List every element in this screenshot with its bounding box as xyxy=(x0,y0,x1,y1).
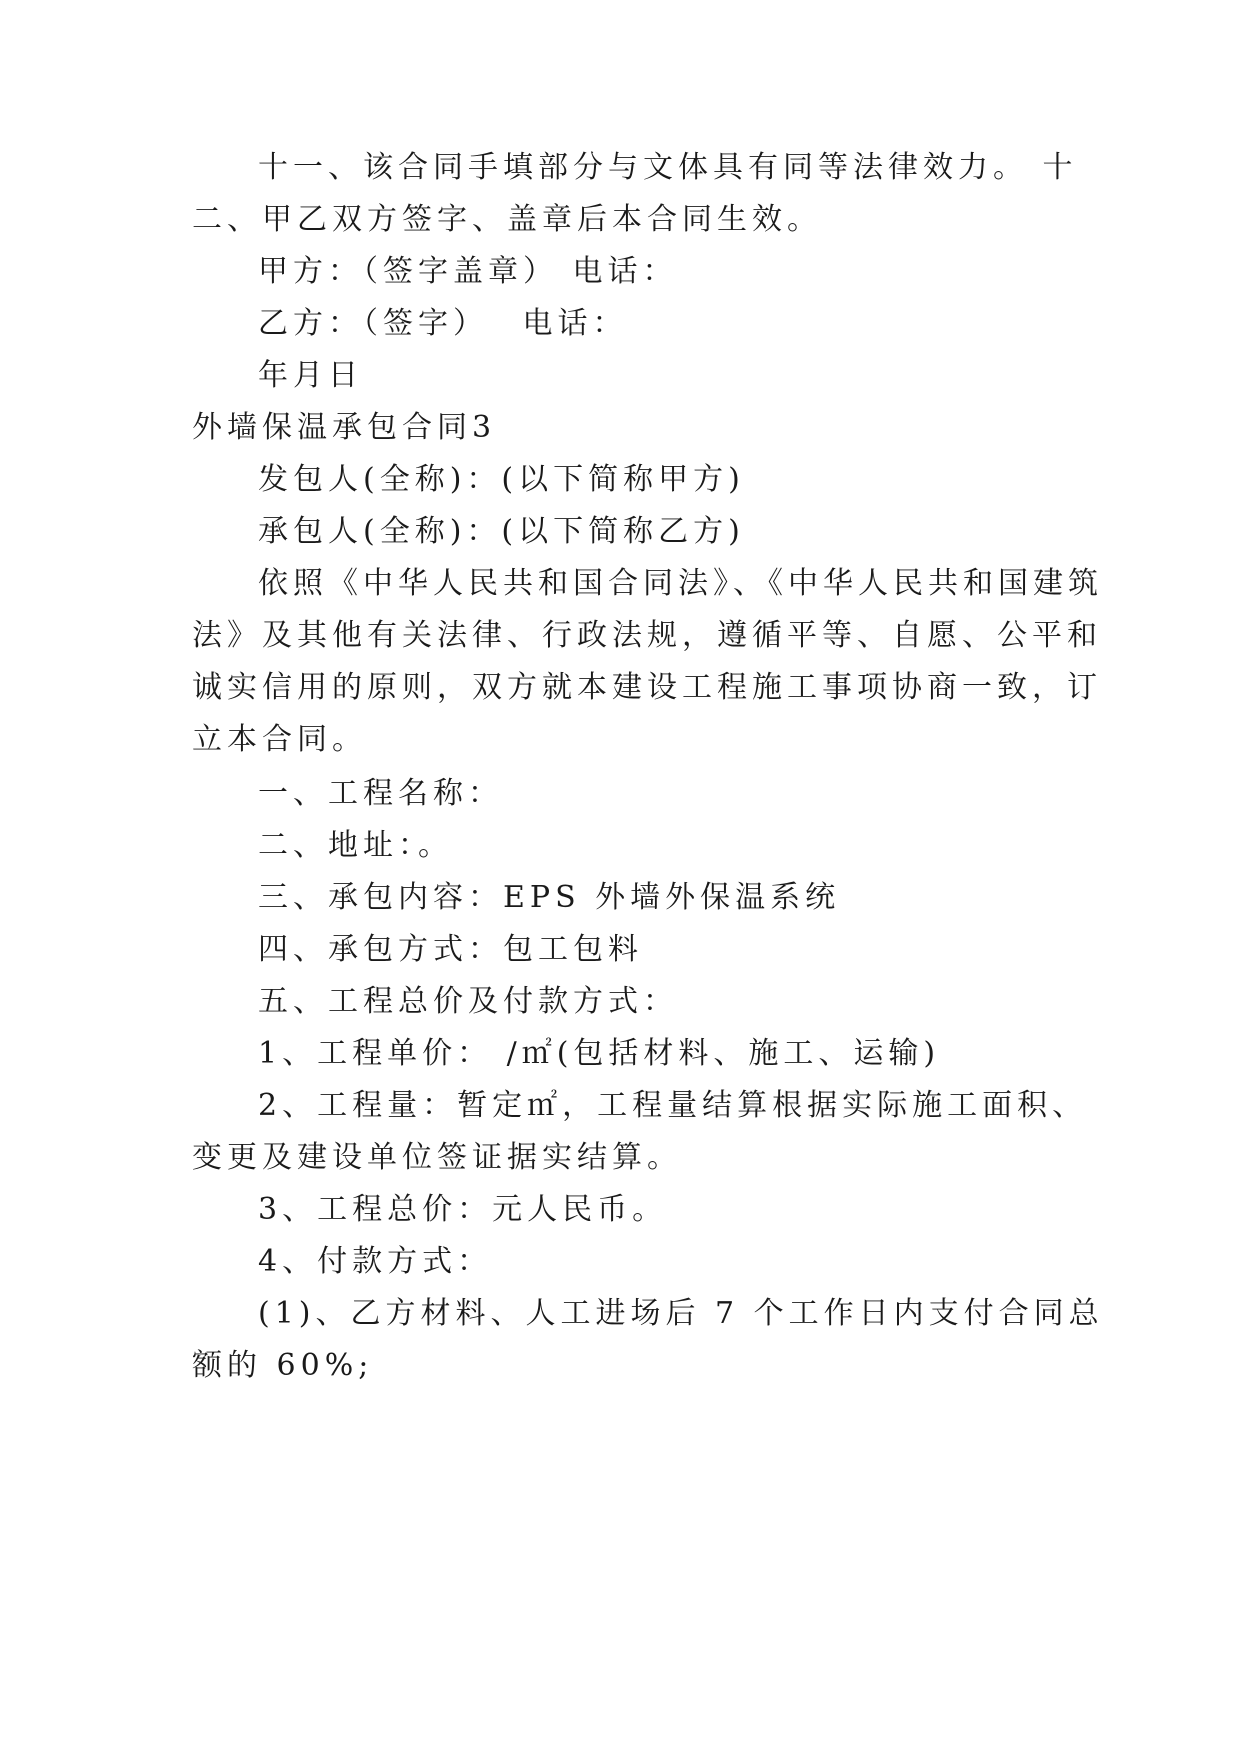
payment-item-1-line-1: (1)、乙方材料、人工进场后 7 个工作日内支付合同总 xyxy=(258,1296,1104,1331)
total-price-line: 3、工程总价：元人民币。 xyxy=(258,1192,668,1227)
unit-price-line: 1、工程单价： /㎡(包括材料、施工、运输) xyxy=(258,1036,941,1071)
quantity-line-2: 变更及建设单位签证据实结算。 xyxy=(192,1140,682,1175)
preamble-line-4: 立本合同。 xyxy=(192,722,367,757)
preamble-line-2: 法》及其他有关法律、行政法规，遵循平等、自愿、公平和 xyxy=(192,618,1102,653)
quantity-line-1: 2、工程量：暂定㎡，工程量结算根据实际施工面积、 xyxy=(258,1088,1088,1123)
employer-line: 发包人(全称)：(以下简称甲方) xyxy=(258,462,745,497)
contract-method-line: 四、承包方式：包工包料 xyxy=(258,932,643,967)
date-line: 年月日 xyxy=(258,358,363,393)
party-a-signature-line: 甲方：（签字盖章） 电话： xyxy=(258,254,678,289)
clause-12-line: 二、甲乙双方签字、盖章后本合同生效。 xyxy=(192,202,822,237)
scope-line: 三、承包内容：EPS 外墙外保温系统 xyxy=(258,880,841,915)
contractor-line: 承包人(全称)：(以下简称乙方) xyxy=(258,514,745,549)
price-payment-heading: 五、工程总价及付款方式： xyxy=(258,984,678,1019)
clause-11-line-1: 十一、该合同手填部分与文体具有同等法律效力。 十 xyxy=(258,150,1078,185)
project-name-line: 一、工程名称： xyxy=(258,776,503,811)
payment-method-line: 4、付款方式： xyxy=(258,1244,493,1279)
contract-title: 外墙保温承包合同3 xyxy=(192,410,497,445)
payment-item-1-line-2: 额的 60%; xyxy=(192,1348,374,1383)
preamble-line-1: 依照《中华人民共和国合同法》、《中华人民共和国建筑 xyxy=(258,566,1103,601)
address-line: 二、地址：。 xyxy=(258,828,453,863)
preamble-line-3: 诚实信用的原则，双方就本建设工程施工事项协商一致，订 xyxy=(192,670,1102,705)
party-b-signature-line: 乙方：（签字） 电话： xyxy=(258,306,628,341)
